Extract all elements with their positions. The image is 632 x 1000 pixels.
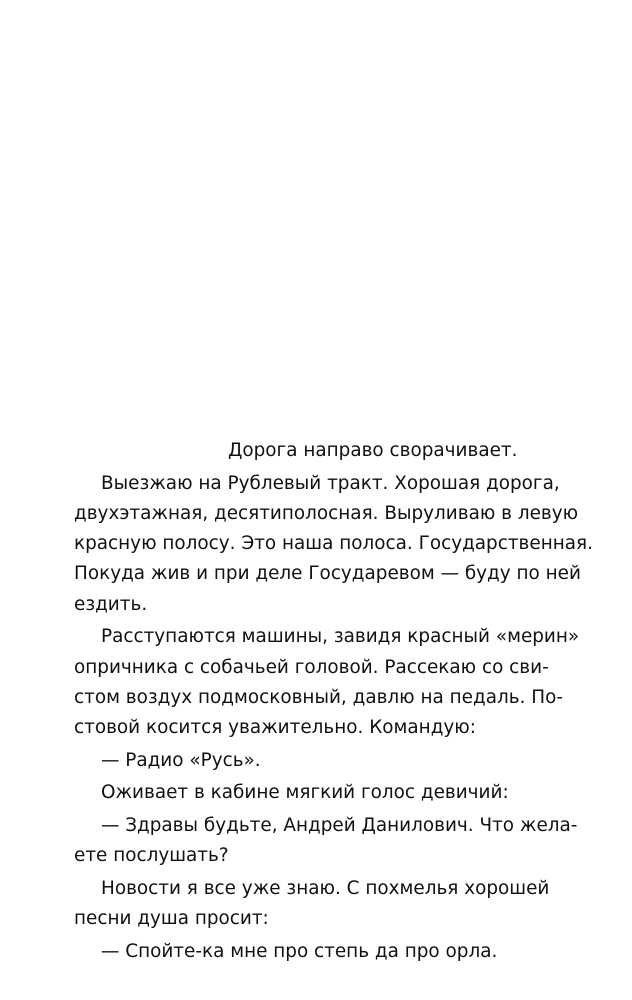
text-line: стовой косится уважительно. Командую:	[74, 717, 476, 739]
text-line: Расступаются машины, завидя красный «мерин»	[101, 626, 580, 648]
text-line: — Спойте-ка мне про степь да про орла.	[101, 940, 498, 962]
text-line: опричника с собачьей головой. Рассекаю со сви-	[74, 656, 549, 678]
text-line: двухэтажная, десятиполосная. Выруливаю в левую	[74, 502, 579, 524]
paragraph	[74, 937, 522, 967]
paragraph	[74, 469, 593, 620]
text-line: ездить.	[74, 593, 148, 615]
text-line: песни душа просит:	[74, 908, 269, 930]
text-line: Покуда жив и при деле Государевом — буду по ней	[74, 563, 581, 585]
paragraph	[74, 874, 550, 935]
text-line: Оживает в кабине мягкий голос девичий:	[101, 782, 509, 804]
paragraph	[74, 436, 522, 466]
paragraph	[74, 746, 522, 776]
body-text	[74, 436, 593, 967]
text-line: — Радио «Русь».	[101, 749, 261, 771]
paragraph	[74, 622, 580, 743]
paragraph	[74, 778, 522, 808]
paragraph	[74, 811, 578, 872]
text-line: — Здравы будьте, Андрей Данилович. Что жела-	[101, 815, 578, 837]
text-line: стом воздух подмосковный, давлю на педаль. По-	[74, 686, 563, 708]
text-line: Выезжаю на Рублевый тракт. Хорошая дорога,	[101, 472, 560, 494]
text-line: ете послушать?	[74, 845, 229, 867]
text-line: красную полосу. Это наша полоса. Государственная.	[74, 533, 593, 555]
text-line: Новости я все уже знаю. С похмелья хорошей	[101, 877, 550, 899]
text-line: Дорога направо сворачивает.	[228, 440, 518, 461]
